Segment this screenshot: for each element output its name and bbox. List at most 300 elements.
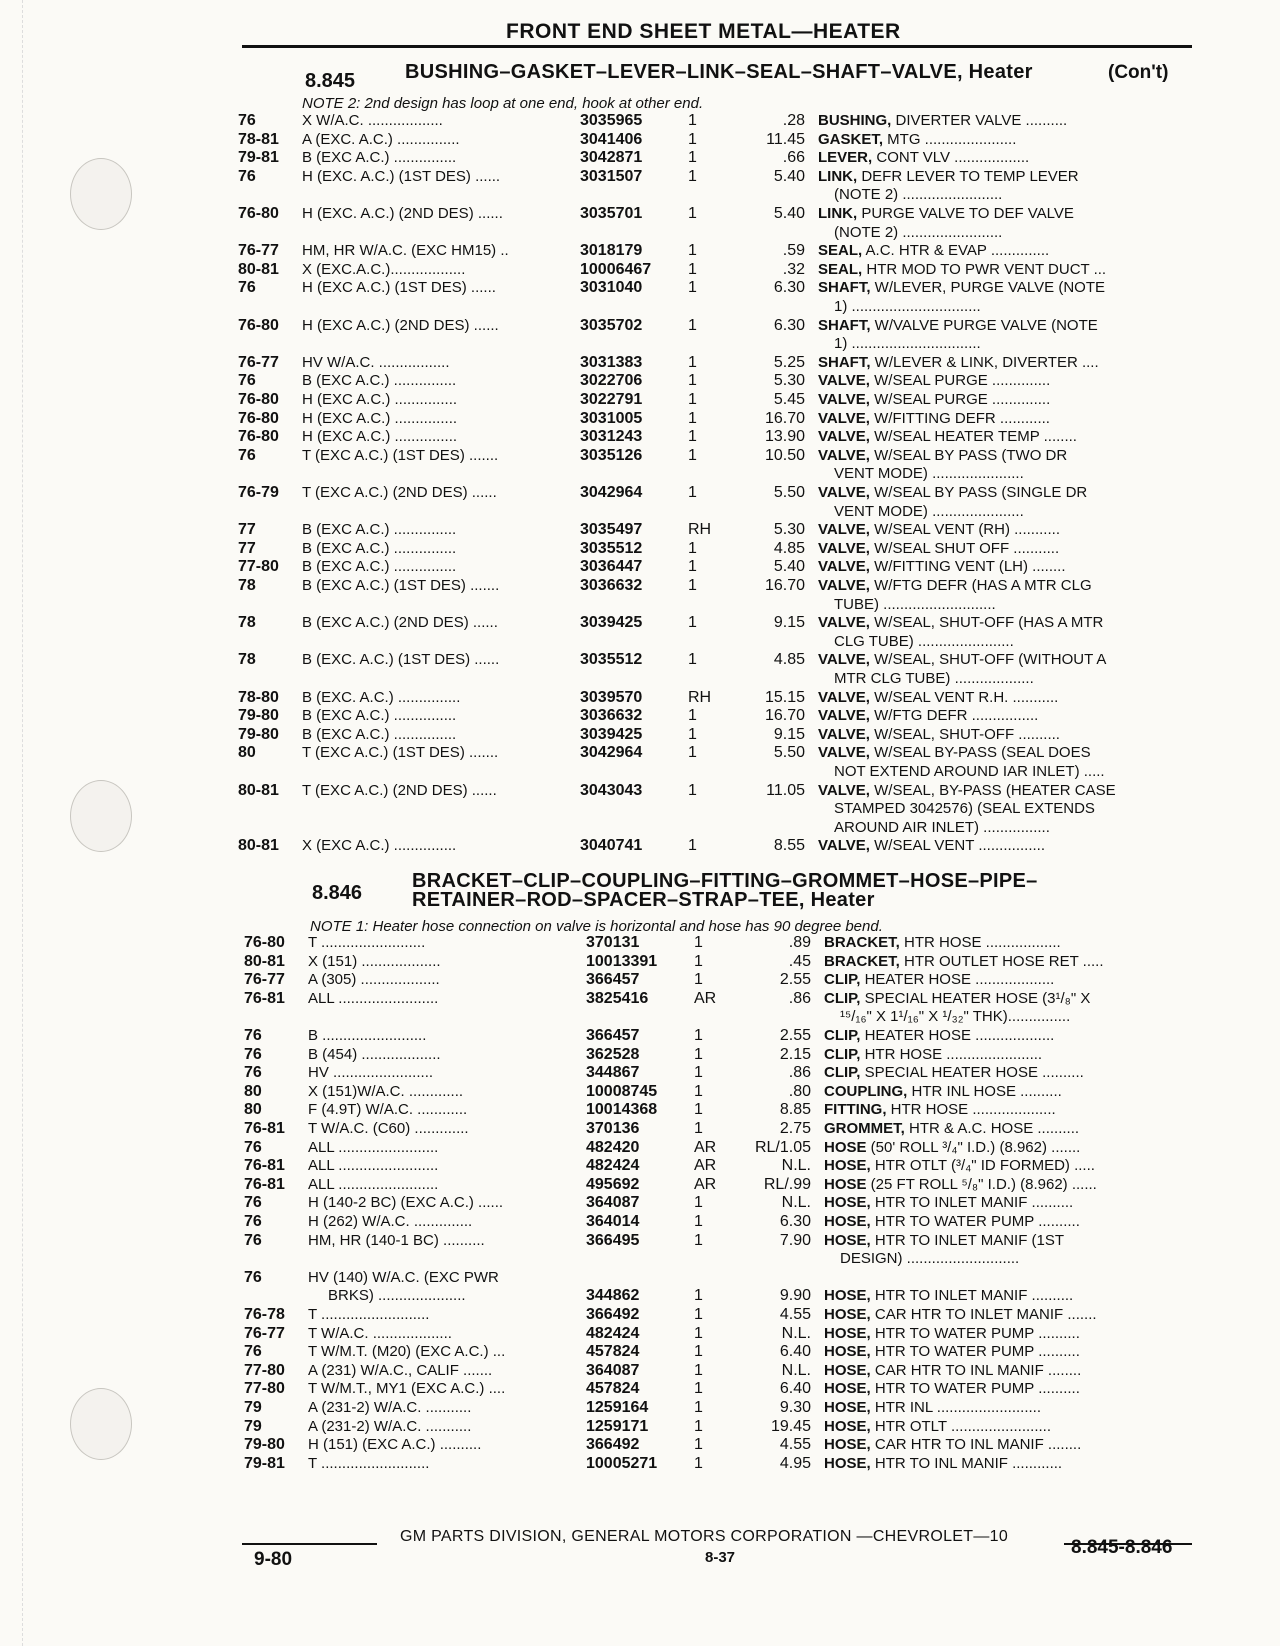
model-description: T (EXC A.C.) (1ST DES) ....... <box>302 446 499 464</box>
part-number: 362528 <box>586 1045 640 1063</box>
quantity: 1 <box>688 353 697 371</box>
quantity: 1 <box>694 1306 703 1323</box>
part-number: 3031383 <box>580 353 643 371</box>
part-number: 10006467 <box>580 260 652 278</box>
model-description: T (EXC A.C.) (1ST DES) ....... <box>302 744 499 762</box>
part-name-detail: HTR TO INL MANIF ............ <box>870 1454 1063 1472</box>
part-name-detail: HTR MOD TO PWR VENT DUCT ... <box>862 260 1107 278</box>
model-description: T .......................... <box>308 1454 430 1472</box>
quantity: 1 <box>688 279 697 297</box>
quantity: 1 <box>688 205 697 222</box>
model-description: H (EXC A.C.) ............... <box>302 391 458 408</box>
part-name-detail: W/SEAL VENT R.H. ........... <box>869 688 1059 706</box>
price: .66 <box>782 149 805 167</box>
price: 2.55 <box>779 1027 811 1044</box>
part-name-bold: CLIP, <box>824 1027 861 1044</box>
model-description: H (EXC A.C.) ............... <box>302 428 458 446</box>
model-description: T W/A.C. ................... <box>308 1324 452 1342</box>
model-description: T W/M.T. (M20) (EXC A.C.) ... <box>308 1343 506 1361</box>
part-number: 3031005 <box>580 409 643 427</box>
model-year: 80 <box>244 1082 262 1100</box>
table-row <box>0 1399 1280 1419</box>
part-name <box>824 1343 1080 1360</box>
part-name <box>824 1418 1051 1435</box>
part-name-detail: HTR & A.C. HOSE .......... <box>904 1120 1080 1137</box>
model-description: H (140-2 BC) (EXC A.C.) ...... <box>308 1194 504 1212</box>
part-name-bold: VALVE, <box>818 372 870 390</box>
part-name <box>824 1027 1054 1044</box>
table-row <box>0 1046 1280 1066</box>
model-year: 77-80 <box>238 558 279 576</box>
part-number: 3042964 <box>580 744 643 762</box>
model-description: B (EXC A.C.) ............... <box>302 149 457 167</box>
part-name-detail: HTR INL HOSE .......... <box>907 1082 1062 1100</box>
part-name-detail: SPECIAL HEATER HOSE (3¹/₈" X <box>860 989 1091 1007</box>
model-year: 76-77 <box>238 353 279 371</box>
model-year: 80 <box>238 744 256 762</box>
part-name-bold: CLIP, <box>824 989 861 1007</box>
model-description: H (EXC A.C.) ............... <box>302 409 458 427</box>
model-year: 79-80 <box>238 725 279 743</box>
part-name-bold: CLIP, <box>824 971 861 989</box>
part-name <box>818 279 1105 296</box>
table-row <box>0 521 1280 541</box>
model-year: 76-77 <box>238 242 279 260</box>
model-description: T (EXC A.C.) (2ND DES) ...... <box>302 781 497 799</box>
table-row <box>0 149 1280 169</box>
part-name-detail: W/FTG DEFR ................ <box>869 707 1039 725</box>
model-description: T W/M.T., MY1 (EXC A.C.) .... <box>308 1380 506 1398</box>
table-row <box>0 934 1280 954</box>
part-name-detail: W/SEAL VENT (RH) ........... <box>869 521 1060 539</box>
part-name-bold: VALVE, <box>818 428 870 446</box>
price: .45 <box>788 952 811 970</box>
quantity: 1 <box>688 446 697 464</box>
model-year: 76-77 <box>244 971 285 989</box>
quantity: 1 <box>688 130 697 148</box>
part-name-detail: W/SEAL, BY-PASS (HEATER CASE <box>869 781 1116 799</box>
table-row <box>0 989 1280 1026</box>
part-number: 3040741 <box>580 837 643 855</box>
part-name-detail: CAR HTR TO INL MANIF ........ <box>870 1436 1082 1454</box>
part-name-bold: FITTING, <box>824 1101 887 1119</box>
price: N.L. <box>781 1324 811 1342</box>
table-row <box>0 953 1280 973</box>
part-name <box>824 971 1054 988</box>
model-year: 78-81 <box>238 130 279 148</box>
part-name <box>818 205 1074 222</box>
section-continued: (Con't) <box>1108 62 1169 83</box>
model-description: H (EXC. A.C.) (2ND DES) ...... <box>302 205 503 222</box>
table-row <box>0 781 1280 836</box>
table-row <box>0 1268 1280 1305</box>
table-row <box>0 167 1280 204</box>
part-name <box>824 990 1090 1007</box>
part-name-bold: BRACKET, <box>824 934 900 951</box>
table-row <box>0 1380 1280 1400</box>
model-description: A (EXC. A.C.) ............... <box>302 130 460 148</box>
model-year: 76-80 <box>238 391 279 408</box>
model-year: 76 <box>244 1045 262 1063</box>
part-name-bold: LINK, <box>818 205 858 222</box>
table-row <box>0 971 1280 991</box>
part-name-detail: CAR HTR TO INL MANIF ........ <box>870 1361 1082 1379</box>
part-name-detail: HEATER HOSE ................... <box>860 1027 1055 1044</box>
part-name-detail: W/SEAL, SHUT-OFF (WITHOUT A <box>869 651 1107 669</box>
part-name-bold: HOSE, <box>824 1324 871 1342</box>
table-row <box>0 1213 1280 1233</box>
price: 15.15 <box>764 688 805 706</box>
footer-rule-left <box>242 1543 377 1545</box>
part-name-detail: HTR HOSE ....................... <box>860 1045 1043 1063</box>
part-name <box>824 1176 1097 1193</box>
part-name <box>818 447 1067 464</box>
section-title-line-2: RETAINER–ROD–SPACER–STRAP–TEE, Heater <box>412 889 875 911</box>
table-row <box>0 205 1280 241</box>
quantity: 1 <box>688 725 697 743</box>
part-name-bold: HOSE, <box>824 1194 871 1212</box>
model-year: 79-80 <box>238 707 279 725</box>
table-row <box>0 410 1280 430</box>
price: 9.90 <box>779 1287 811 1305</box>
footer-section-range: 8.845-8.846 <box>1071 1537 1173 1558</box>
part-name-detail: HTR TO WATER PUMP .......... <box>870 1213 1080 1230</box>
model-description: HV W/A.C. ................. <box>302 353 450 371</box>
model-year: 76 <box>244 1064 262 1082</box>
part-number: 3035512 <box>580 651 643 669</box>
model-year: 77 <box>238 539 256 557</box>
price: 5.40 <box>773 205 805 222</box>
model-year: 76 <box>244 1138 262 1156</box>
quantity: 1 <box>688 837 697 855</box>
model-description: X (151) ................... <box>308 952 441 970</box>
price: 6.40 <box>779 1380 811 1398</box>
part-name-detail: W/SEAL PURGE .............. <box>869 391 1051 408</box>
part-name <box>824 1083 1062 1100</box>
part-name-detail: W/SEAL VENT ................ <box>869 837 1045 855</box>
part-name-detail: W/LEVER & LINK, DIVERTER .... <box>870 353 1099 371</box>
part-name <box>818 614 1103 631</box>
price: 6.30 <box>773 279 805 297</box>
part-name <box>824 1157 1095 1174</box>
model-year: 78 <box>238 577 256 594</box>
part-name-detail: HEATER HOSE ................... <box>860 971 1055 989</box>
part-number: 370136 <box>586 1120 640 1137</box>
part-number: 3018179 <box>580 242 643 260</box>
price: 16.70 <box>764 409 805 427</box>
quantity: 1 <box>688 112 697 129</box>
part-number: 10014368 <box>586 1101 658 1119</box>
model-description: B (EXC A.C.) (2ND DES) ...... <box>302 614 498 632</box>
price: N.L. <box>781 1157 811 1175</box>
section-title-line-1: BRACKET–CLIP–COUPLING–FITTING–GROMMET–HOSE–PIPE– <box>412 870 1038 892</box>
table-row <box>0 558 1280 578</box>
part-number: 3035497 <box>580 521 643 539</box>
part-name <box>818 410 1050 427</box>
price: 19.45 <box>770 1417 811 1435</box>
quantity: RH <box>688 688 712 706</box>
price: 4.55 <box>779 1436 811 1454</box>
price: 5.30 <box>773 521 805 539</box>
part-name-continued: (NOTE 2) ........................ <box>834 186 1003 204</box>
part-name-bold: BRACKET, <box>824 952 900 970</box>
part-name <box>818 837 1045 854</box>
table-row <box>0 707 1280 727</box>
model-year: 77-80 <box>244 1380 285 1398</box>
part-name-bold: GASKET, <box>818 130 884 148</box>
quantity: 1 <box>694 1194 703 1212</box>
table-row <box>0 1343 1280 1363</box>
model-description: T (EXC A.C.) (2ND DES) ...... <box>302 484 497 501</box>
quantity: 1 <box>688 428 697 446</box>
part-number: 344867 <box>586 1064 640 1082</box>
part-name-detail: HTR TO WATER PUMP .......... <box>870 1380 1080 1398</box>
part-name <box>824 1362 1081 1379</box>
model-year: 80 <box>244 1101 262 1119</box>
part-number: 3031243 <box>580 428 643 446</box>
part-name-bold: VALVE, <box>818 446 870 464</box>
price: 4.95 <box>779 1454 811 1472</box>
price: .59 <box>782 242 805 260</box>
part-name-detail: HTR HOSE .................... <box>886 1101 1056 1119</box>
part-name <box>824 1213 1080 1230</box>
quantity: 1 <box>688 781 697 799</box>
model-description: ALL ........................ <box>308 1138 439 1156</box>
model-year: 76-80 <box>238 409 279 427</box>
quantity: 1 <box>694 1231 703 1249</box>
table-row <box>0 354 1280 374</box>
price: N.L. <box>781 1361 811 1379</box>
part-name-bold: GROMMET, <box>824 1120 905 1137</box>
table-row <box>0 446 1280 483</box>
part-name <box>818 149 1029 166</box>
part-name <box>818 484 1087 501</box>
table-row <box>0 1083 1280 1103</box>
table-row <box>0 1064 1280 1084</box>
part-name-bold: VALVE, <box>818 409 870 427</box>
part-name <box>818 744 1091 761</box>
quantity: 1 <box>688 372 697 390</box>
part-name <box>818 261 1106 278</box>
part-name-bold: VALVE, <box>818 744 870 762</box>
part-number: 3043043 <box>580 781 643 799</box>
part-number: 3022791 <box>580 391 643 408</box>
model-description: T .......................... <box>308 1306 430 1323</box>
quantity: 1 <box>688 651 697 669</box>
part-number: 366495 <box>586 1231 640 1249</box>
part-name-detail: HTR TO WATER PUMP .......... <box>870 1324 1080 1342</box>
model-description: A (231-2) W/A.C. ........... <box>308 1417 472 1435</box>
part-number: 370131 <box>586 934 640 951</box>
table-row <box>0 1120 1280 1140</box>
table-row <box>0 744 1280 780</box>
part-name-continued: STAMPED 3042576) (SEAL EXTENDS <box>834 800 1095 818</box>
price: 5.30 <box>773 372 805 390</box>
page-title: FRONT END SHEET METAL—HEATER <box>506 20 901 43</box>
model-year: 78 <box>238 614 256 632</box>
part-number: 3036632 <box>580 707 643 725</box>
model-year: 76-80 <box>244 934 285 951</box>
part-name-detail: HTR OUTLET HOSE RET ..... <box>899 952 1104 970</box>
part-number: 482424 <box>586 1157 640 1175</box>
table-row <box>0 391 1280 411</box>
part-name-bold: SEAL, <box>818 260 863 278</box>
quantity: 1 <box>688 316 697 334</box>
model-year: 76 <box>238 446 256 464</box>
part-name <box>818 131 1016 148</box>
part-name-bold: VALVE, <box>818 539 870 557</box>
part-name-bold: CLIP, <box>824 1064 861 1082</box>
part-name-bold: HOSE, <box>824 1231 871 1249</box>
model-year: 78-80 <box>238 688 279 706</box>
footer-text: GM PARTS DIVISION, GENERAL MOTORS CORPORATION —CHEVROLET—10 <box>400 1528 1009 1545</box>
part-number: 3035126 <box>580 446 643 464</box>
table-row <box>0 837 1280 857</box>
price: N.L. <box>781 1194 811 1212</box>
part-name-continued: 1) ............................... <box>834 297 981 315</box>
table-row <box>0 428 1280 448</box>
model-description: H (EXC A.C.) (2ND DES) ...... <box>302 316 499 334</box>
part-name-detail: (50' ROLL ³/₄" I.D.) (8.962) ....... <box>866 1138 1081 1156</box>
part-name-detail: HTR TO INLET MANIF .......... <box>870 1194 1074 1212</box>
part-name-bold: VALVE, <box>818 391 870 408</box>
part-name-bold: SHAFT, <box>818 353 871 371</box>
table-row <box>0 316 1280 353</box>
table-row <box>0 261 1280 281</box>
quantity: 1 <box>688 484 697 501</box>
part-name-detail: HTR HOSE .................. <box>899 934 1061 951</box>
model-description: X (EXC A.C.) ............... <box>302 837 457 855</box>
model-description: ALL ........................ <box>308 1175 439 1193</box>
part-name <box>818 372 1050 389</box>
quantity: 1 <box>688 744 697 762</box>
quantity: 1 <box>694 1436 703 1454</box>
part-name-detail: W/SEAL PURGE .............. <box>869 372 1051 390</box>
model-year: 76-78 <box>244 1306 285 1323</box>
part-name-detail: W/SEAL, SHUT-OFF (HAS A MTR <box>869 614 1104 632</box>
quantity: 1 <box>694 1417 703 1435</box>
model-description: HV ........................ <box>308 1064 434 1082</box>
price: 8.55 <box>773 837 805 855</box>
price: 5.45 <box>773 391 805 408</box>
section-note: NOTE 2: 2nd design has loop at one end, hook at other end. <box>302 95 704 112</box>
price: 6.40 <box>779 1343 811 1361</box>
part-name <box>824 1436 1081 1453</box>
model-year: 76-81 <box>244 1120 285 1137</box>
model-description: B (EXC. A.C.) ............... <box>302 688 461 706</box>
model-year: 79 <box>244 1399 262 1416</box>
price: 11.45 <box>766 130 805 148</box>
part-name <box>824 1399 1041 1416</box>
part-name <box>824 953 1104 970</box>
part-name <box>818 354 1099 371</box>
part-name <box>824 1287 1073 1304</box>
model-description: F (4.9T) W/A.C. ............ <box>308 1101 468 1119</box>
quantity: 1 <box>694 1361 703 1379</box>
model-description: B (EXC A.C.) ............... <box>302 521 457 539</box>
part-name <box>818 521 1060 538</box>
model-description: A (231) W/A.C., CALIF ....... <box>308 1361 493 1379</box>
part-number: 482420 <box>586 1138 640 1156</box>
quantity: 1 <box>688 242 697 260</box>
price: 5.40 <box>773 167 805 185</box>
model-description: B (EXC A.C.) ............... <box>302 539 457 557</box>
part-name-detail: MTG ...................... <box>883 130 1017 148</box>
model-description: B (EXC A.C.) ............... <box>302 725 457 743</box>
part-name-detail: PURGE VALVE TO DEF VALVE <box>857 205 1074 222</box>
table-row <box>0 372 1280 392</box>
price: .80 <box>788 1082 811 1100</box>
part-number: 10008745 <box>586 1082 658 1100</box>
part-number: 3042871 <box>580 149 643 167</box>
part-number: 495692 <box>586 1175 640 1193</box>
quantity: AR <box>694 1175 717 1193</box>
part-number: 457824 <box>586 1343 640 1361</box>
quantity: AR <box>694 1157 717 1175</box>
part-name-bold: VALVE, <box>818 558 870 576</box>
part-name-bold: HOSE, <box>824 1436 871 1454</box>
model-year: 77-80 <box>244 1361 285 1379</box>
part-name-detail: HTR OTLT ........................ <box>870 1417 1051 1435</box>
part-name-continued: DESIGN) ........................... <box>840 1250 1020 1268</box>
part-name-bold: CLIP, <box>824 1045 861 1063</box>
table-row <box>0 1418 1280 1438</box>
model-description: X (151)W/A.C. ............. <box>308 1082 464 1100</box>
part-number: 3035702 <box>580 316 643 334</box>
part-name-bold: VALVE, <box>818 577 870 594</box>
part-name <box>818 540 1059 557</box>
model-description: T ......................... <box>308 934 426 951</box>
part-name-detail: W/FTG DEFR (HAS A MTR CLG <box>869 577 1092 594</box>
price: .86 <box>788 1064 811 1082</box>
model-description: X W/A.C. .................. <box>302 112 443 129</box>
price: 16.70 <box>764 707 805 725</box>
part-name-bold: HOSE, <box>824 1417 871 1435</box>
part-name-detail: HTR OTLT (³/₄" ID FORMED) ..... <box>870 1157 1095 1175</box>
quantity: 1 <box>694 1082 703 1100</box>
quantity: 1 <box>694 1120 703 1137</box>
model-year: 76 <box>238 112 256 129</box>
part-name <box>824 1306 1097 1323</box>
model-description: B (454) ................... <box>308 1045 441 1063</box>
part-number: 3825416 <box>586 989 649 1007</box>
part-name-detail: A.C. HTR & EVAP .............. <box>862 242 1050 260</box>
table-row <box>0 1325 1280 1345</box>
part-name-continued: NOT EXTEND AROUND IAR INLET) ..... <box>834 762 1105 780</box>
part-name-detail: W/SEAL SHUT OFF ........... <box>869 539 1060 557</box>
table-row <box>0 242 1280 262</box>
price: 6.30 <box>773 316 805 334</box>
part-name-bold: VALVE, <box>818 837 870 855</box>
quantity: 1 <box>688 539 697 557</box>
part-name-bold: HOSE, <box>824 1343 871 1361</box>
price: 5.50 <box>773 484 805 501</box>
part-name-detail: DIVERTER VALVE .......... <box>891 112 1068 129</box>
model-year: 79-81 <box>244 1454 285 1472</box>
part-name-detail: W/SEAL BY-PASS (SEAL DOES <box>869 744 1091 762</box>
table-row <box>0 1436 1280 1456</box>
price: 2.55 <box>779 971 811 989</box>
part-name-continued: VENT MODE) ...................... <box>834 502 1024 520</box>
part-name-detail: W/FITTING VENT (LH) ........ <box>869 558 1066 576</box>
table-row <box>0 540 1280 560</box>
model-description: T W/A.C. (C60) ............. <box>308 1120 469 1137</box>
part-name <box>818 577 1092 594</box>
part-name <box>818 112 1067 129</box>
model-description-continued: BRKS) ..................... <box>328 1287 466 1305</box>
model-description: B (EXC A.C.) (1ST DES) ....... <box>302 577 500 594</box>
part-name-detail: DEFR LEVER TO TEMP LEVER <box>857 167 1079 185</box>
